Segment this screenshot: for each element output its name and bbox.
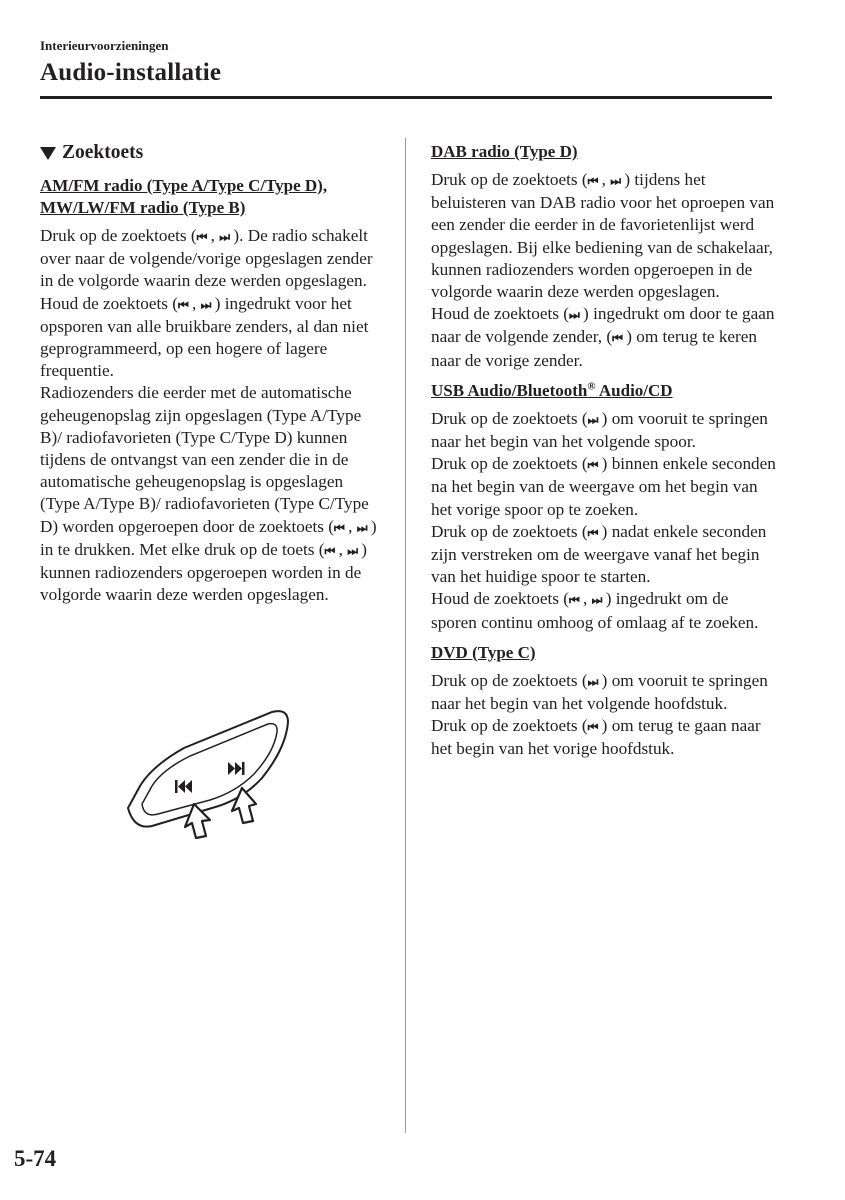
text: Druk op de zoektoets (	[431, 521, 588, 541]
subheading-amfm	[40, 175, 380, 219]
page-title: Audio-installatie	[40, 59, 222, 86]
text: ) in te drukken. Met elke druk op de toets (	[40, 516, 377, 559]
prev-track-icon	[175, 780, 192, 793]
text: Druk op de zoektoets (	[431, 408, 588, 428]
text: Houd de zoektoets (	[40, 293, 178, 313]
paragraph-2	[40, 293, 380, 383]
dab-paragraph-1	[431, 169, 776, 303]
next-track-icon: ⏭	[568, 308, 579, 323]
prev-track-icon: ⏮	[587, 525, 598, 540]
next-track-icon: ⏭	[610, 174, 621, 188]
text: Druk op de zoektoets (	[40, 226, 197, 245]
section-label: Interieurvoorzieningen	[40, 38, 169, 53]
usb-paragraph-3	[431, 521, 776, 589]
next-track-icon	[228, 762, 245, 775]
text: Houd de zoektoets (	[431, 589, 569, 609]
text: ) kunnen radiozenders opgeroepen worden in de volgorde waarin deze werden opgeslagen.	[40, 539, 368, 605]
triangle-bullet-icon	[40, 147, 56, 160]
next-track-icon: ⏭	[587, 412, 598, 427]
column-divider	[405, 138, 406, 1133]
page-header	[40, 38, 772, 88]
text: ,	[578, 589, 592, 609]
text: ) om terug te gaan naar het begin van het vorige hoofdstuk.	[431, 716, 761, 759]
subheading-dvd: DVD (Type C)	[431, 642, 536, 662]
dvd-paragraph-2	[431, 715, 776, 760]
page-number: 5-74	[14, 1146, 57, 1171]
prev-track-icon: ⏮	[612, 331, 622, 346]
subheading-usb	[431, 380, 776, 402]
next-track-icon: ⏭	[219, 230, 230, 244]
text: ) ingedrukt voor het opsporen van alle bruikbare zenders, al dan niet geprogrammeerd, op een hogere of lagere frequentie.	[40, 293, 369, 381]
text: ) ingedrukt om door te gaan naar de volgende zender, (	[431, 304, 775, 347]
text: ) om vooruit te springen naar het begin van het volgende spoor.	[431, 408, 768, 452]
text: ,	[206, 226, 220, 245]
header-rule	[40, 96, 772, 99]
text: ) ingedrukt om de sporen continu omhoog of omlaag af te zoeken.	[431, 589, 759, 632]
usb-paragraph-1	[431, 408, 776, 453]
dvd-paragraph-1	[431, 670, 776, 715]
paragraph-1	[40, 225, 380, 293]
text: ) binnen enkele seconden na het begin van de weergave om het begin van het vorige spoor op te zoeken.	[431, 454, 776, 519]
text: USB Audio/Bluetooth	[431, 380, 588, 400]
prev-track-icon: ⏮	[177, 297, 188, 312]
text: Radiozenders die eerder met de automatische geheugenopslag zijn opgeslagen (Type A/Type B)/ radiofavorieten (Type C/Type D) kunnen tijdens de ontvangst van een zender die in de automatische geheugenopslag is opgeslagen (Type A/Type B)/ radiofavorieten (Type C/Type D) worden opgeroepen door de zoektoets (	[40, 383, 369, 536]
next-track-icon: ⏭	[356, 520, 367, 535]
text: ,	[187, 293, 201, 313]
next-track-icon: ⏭	[200, 297, 211, 312]
right-column	[431, 141, 776, 761]
text: Druk op de zoektoets (	[431, 454, 588, 474]
prev-track-icon: ⏮	[334, 520, 344, 535]
prev-track-icon: ⏮	[568, 593, 579, 608]
next-track-icon: ⏭	[347, 543, 357, 558]
text: Druk op de zoektoets (	[431, 670, 588, 690]
next-track-icon: ⏭	[587, 674, 598, 689]
text: ) om vooruit te springen naar het begin van het volgende hoofdstuk.	[431, 670, 768, 714]
prev-track-icon: ⏮	[324, 543, 335, 558]
text: ) tijdens het beluisteren van DAB radio voor het oproepen van een zender die eerder in de favorietenlijst werd opgeslagen. Bij elke bediening van de schakelaar, kunnen radiozenders worden opgeroepen in de volgorde waarin deze werden opgeslagen.	[431, 170, 775, 302]
registered-mark: ®	[587, 380, 596, 393]
text: Druk op de zoektoets (	[431, 716, 588, 736]
subheading-line-1: AM/FM radio (Type A/Type C/Type D),	[40, 176, 328, 195]
paragraph-3	[40, 382, 380, 606]
left-column	[40, 140, 380, 606]
seek-switch-illustration	[122, 708, 297, 848]
text: ) om terug te keren naar de vorige zender.	[431, 327, 757, 370]
usb-paragraph-4	[431, 588, 776, 633]
text: ). De radio schakelt over naar de volgende/vorige opgeslagen zender in de volgorde waarin deze werden opgeslagen.	[40, 226, 373, 291]
text: Houd de zoektoets (	[431, 304, 569, 324]
text: ,	[334, 539, 348, 559]
text: ) nadat enkele seconden zijn verstreken om de weergave vanaf het begin van het huidige spoor te starten.	[431, 521, 767, 587]
text: Audio/CD	[595, 380, 673, 400]
prev-track-icon: ⏮	[587, 458, 598, 473]
subheading-dab: DAB radio (Type D)	[431, 142, 578, 161]
section-heading	[40, 140, 380, 166]
subheading-line-2: MW/LW/FM radio (Type B)	[40, 198, 246, 217]
prev-track-icon: ⏮	[196, 230, 207, 244]
usb-paragraph-2	[431, 453, 776, 521]
prev-track-icon: ⏮	[587, 720, 598, 735]
text: ,	[597, 170, 611, 189]
dab-paragraph-2	[431, 303, 776, 372]
heading-text: Zoektoets	[62, 142, 144, 163]
text: Druk op de zoektoets (	[431, 170, 588, 189]
prev-track-icon: ⏮	[587, 174, 598, 188]
next-track-icon: ⏭	[591, 593, 602, 608]
text: ,	[343, 516, 357, 536]
